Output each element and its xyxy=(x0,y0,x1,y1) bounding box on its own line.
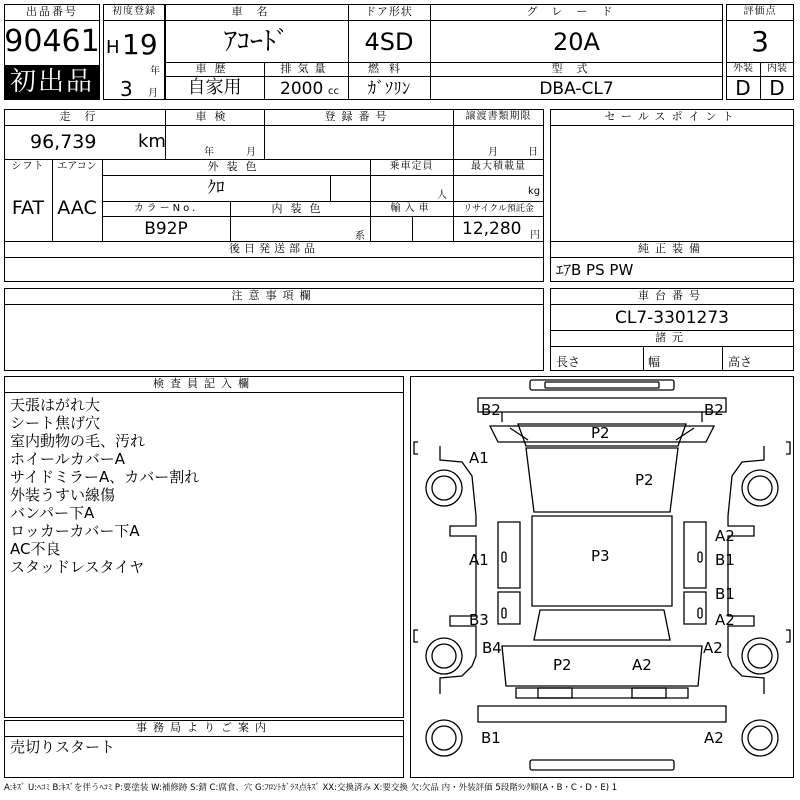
damage-mark: B1 xyxy=(481,729,501,747)
exterior-grade: D xyxy=(735,76,751,100)
damage-mark: B1 xyxy=(715,585,735,603)
first-registration-label: 初度登録 xyxy=(112,6,156,17)
remarks-list xyxy=(10,396,400,576)
exterior-color: ｸﾛ xyxy=(207,178,225,198)
equipment-label: 純正装備 xyxy=(638,242,706,255)
door-type: 4SD xyxy=(364,28,414,56)
car-name: ｱｺｰﾄﾞ xyxy=(223,27,289,57)
remark-line: ホイールカバーA xyxy=(10,450,125,468)
remark-line: ロッカーカバー下A xyxy=(10,522,140,540)
lot-number: 90461 xyxy=(4,24,100,59)
door-label: ドア形状 xyxy=(365,5,413,18)
era: H xyxy=(106,37,120,58)
damage-mark: A2 xyxy=(703,639,723,657)
remark-line: 天張はがれ大 xyxy=(10,396,101,414)
damage-mark: B2 xyxy=(704,401,724,419)
later-parts-label: 後日発送部品 xyxy=(229,242,319,255)
remark-line: スタッドレスタイヤ xyxy=(10,558,145,576)
mileage: 96,739 xyxy=(30,131,97,153)
damage-mark: P3 xyxy=(591,547,610,565)
registration-month: 3 xyxy=(120,77,133,101)
color-number: B92P xyxy=(144,219,188,239)
remark-line: シート焦げ穴 xyxy=(10,414,101,432)
damage-mark: B4 xyxy=(482,639,502,657)
score-label: 評価点 xyxy=(743,6,777,17)
transfer-doc-label: 譲渡書類期限 xyxy=(465,111,532,122)
fuel-label: 燃料 xyxy=(368,62,410,75)
color-number-label: カラーNo. xyxy=(133,203,199,214)
damage-mark: B3 xyxy=(469,611,489,629)
specs-label: 諸元 xyxy=(655,331,689,344)
displacement-label: 排気量 xyxy=(280,62,332,75)
import-label: 輸入車 xyxy=(390,203,433,214)
remark-line: 外装うすい線傷 xyxy=(10,486,116,504)
chassis-number: CL7-3301273 xyxy=(614,308,729,328)
remark-line: AC不良 xyxy=(10,540,61,558)
damage-mark: P2 xyxy=(635,471,654,489)
fuel: ｶﾞｿﾘﾝ xyxy=(367,79,411,99)
month-unit: 月 xyxy=(148,88,158,99)
interior-color-unit: 系 xyxy=(355,231,365,242)
mileage-label: 走行 xyxy=(59,110,110,123)
damage-mark: A1 xyxy=(469,551,489,569)
capacity-unit: 人 xyxy=(437,190,447,201)
equipment-value: ｴｱB PS PW xyxy=(556,261,634,279)
lot-number-label: 出品番号 xyxy=(26,5,78,18)
grade: 20A xyxy=(553,28,600,56)
car-name-label: 車名 xyxy=(231,5,282,18)
remark-line: バンパー下A xyxy=(10,504,95,522)
width-label: 幅 xyxy=(648,355,661,369)
damage-mark: A1 xyxy=(469,449,489,467)
shift: FAT xyxy=(11,197,45,219)
registration-year: 19 xyxy=(122,28,158,61)
inspection-label: 車検 xyxy=(195,110,234,123)
aircon-label: エアコン xyxy=(57,161,97,172)
damage-mark: A2 xyxy=(632,656,652,674)
max-load-label: 最大積載量 xyxy=(471,161,526,172)
height-label: 高さ xyxy=(728,355,753,369)
remark-line: サイドミラーA、カバー割れ xyxy=(10,468,200,486)
max-load-unit: kg xyxy=(528,186,541,197)
model-code: DBA-CL7 xyxy=(539,79,614,99)
inspection-year: 年 xyxy=(204,147,214,158)
aircon: AAC xyxy=(57,197,97,219)
remark-line: 室内動物の毛、汚れ xyxy=(10,432,146,450)
interior-grade: D xyxy=(769,76,785,100)
displacement-unit: cc xyxy=(328,86,339,97)
recycle-fee: 12,280 xyxy=(462,219,522,239)
length-label: 長さ xyxy=(556,355,581,369)
transfer-month: 月 xyxy=(488,147,498,158)
damage-mark: A2 xyxy=(704,729,724,747)
interior-label: 内装 xyxy=(767,63,787,74)
damage-mark: B1 xyxy=(715,551,735,569)
inspector-label: 検査員記入欄 xyxy=(153,377,255,390)
shift-label: シフト xyxy=(11,161,45,172)
damage-mark: A2 xyxy=(715,611,735,629)
recycle-unit: 円 xyxy=(530,230,540,241)
notes-label: 注意事項欄 xyxy=(231,289,317,302)
exterior-label: 外装 xyxy=(733,63,753,74)
first-listing-text: 初出品 xyxy=(9,67,94,97)
damage-mark: P2 xyxy=(553,656,572,674)
mileage-unit: km xyxy=(138,131,166,152)
chassis-label: 車台番号 xyxy=(638,289,706,302)
capacity-label: 乗車定員 xyxy=(389,161,434,172)
inspection-month: 月 xyxy=(246,147,256,158)
history-label: 車歴 xyxy=(195,62,234,75)
legend-text: A:ｷｽﾞ U:ﾍｺﾐ B:ｷｽﾞを伴うﾍｺﾐ P:要塗装 W:補修跡 S:錆 C:腐食、穴 G:ﾌﾛﾝﾄｶﾞﾗｽ点ｷｽﾞ XX:交換済み X:要交換 欠:欠品 内・外装評価 5段階ﾗﾝｸ順(A・B・C・D・E) 1 xyxy=(4,783,618,793)
displacement: 2000 xyxy=(280,79,324,99)
office-note: 売切りスタート xyxy=(10,738,116,756)
grade-label: グレード xyxy=(526,5,627,18)
recycle-label: リサイクル預託金 xyxy=(463,204,534,214)
exterior-color-label: 外装色 xyxy=(207,160,265,173)
history: 自家用 xyxy=(187,77,242,98)
damage-mark: A2 xyxy=(715,527,735,545)
damage-mark: P2 xyxy=(591,424,610,442)
year-unit: 年 xyxy=(150,66,160,77)
office-label: 事務局よりご案内 xyxy=(136,721,272,734)
overall-score: 3 xyxy=(751,25,769,58)
model-label: 型式 xyxy=(551,62,602,75)
interior-color-label: 内装色 xyxy=(271,202,329,215)
transfer-day: 日 xyxy=(528,147,538,158)
sales-point-label: セールスポイント xyxy=(604,110,740,123)
damage-mark: B2 xyxy=(481,401,501,419)
plate-number-label: 登録番号 xyxy=(324,110,393,123)
